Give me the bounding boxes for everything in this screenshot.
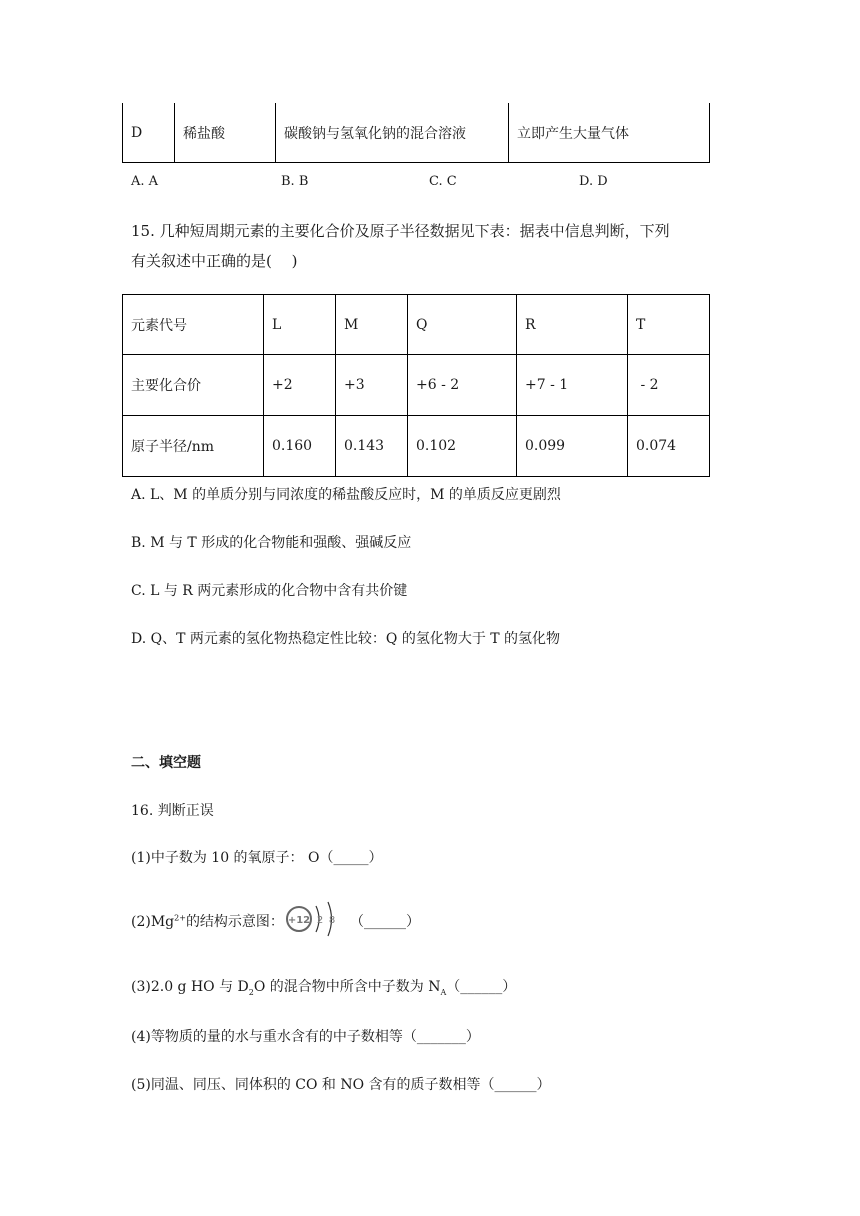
table-cell: 0.160: [264, 416, 336, 477]
table-cell: L: [264, 295, 336, 355]
option-b: B. M 与 T 形成的化合物能和强酸、强碱反应: [131, 535, 412, 551]
mg-ion-structure-diagram: [284, 898, 344, 940]
choice-c: C. C: [429, 174, 457, 189]
shell-electron-count: 2: [316, 915, 324, 926]
table-cell: R: [517, 295, 628, 355]
table-cell: +3: [336, 355, 408, 416]
question-16-title: 16. 判断正误: [131, 803, 214, 819]
subscript: 2: [248, 987, 254, 997]
table-row: [123, 355, 710, 416]
stem-line: 有关叙述中正确的是( ): [131, 252, 298, 270]
table-cell: +6 - 2: [408, 355, 517, 416]
q16-item-3: [131, 976, 516, 997]
row-header: 原子半径/nm: [123, 416, 264, 477]
option-c: C. L 与 R 两元素形成的化合物中含有共价键: [131, 583, 408, 599]
row-header: 元素代号: [123, 295, 264, 355]
table-cell: +2: [264, 355, 336, 416]
shell-electron-count: 8: [328, 915, 336, 926]
q16-item-4: (4)等物质的量的水与重水含有的中子数相等（_______）: [131, 1029, 480, 1045]
table-row: [123, 295, 710, 355]
choice-a: A. A: [131, 174, 159, 189]
table-cell: Q: [408, 295, 517, 355]
table-cell: T: [628, 295, 710, 355]
q16-item-1: (1)中子数为 10 的氧原子： O（_____）: [131, 850, 383, 866]
item-text: 的结构示意图：: [185, 914, 284, 930]
table-cell: D: [123, 103, 175, 163]
table-cell: 0.102: [408, 416, 517, 477]
table-row: [123, 416, 710, 477]
table-cell: +7 - 1: [517, 355, 628, 416]
table-cell: 碳酸钠与氢氧化钠的混合溶液: [276, 103, 509, 163]
question-15-stem: [131, 216, 731, 276]
row-header: 主要化合价: [123, 355, 264, 416]
table-cell: - 2: [628, 355, 710, 416]
option-a: A. L、M 的单质分别与同浓度的稀盐酸反应时，M 的单质反应更剧烈: [131, 487, 561, 503]
table-row: [123, 103, 710, 163]
table-cell: 0.143: [336, 416, 408, 477]
item-blank: （______）: [446, 979, 517, 995]
section-title: 二、填空题: [131, 755, 201, 771]
item-text: (3)2.0 g HO 与 D: [131, 979, 249, 995]
table-cell: 稀盐酸: [175, 103, 276, 163]
nucleus-label: +12: [287, 915, 311, 926]
table-cell: 0.074: [628, 416, 710, 477]
q16-item-2: [131, 911, 284, 931]
q16-item-2-blank: （______）: [350, 914, 420, 930]
item-text: O 的混合物中所含中子数为 N: [253, 979, 441, 995]
table-cell: 0.099: [517, 416, 628, 477]
choice-b: B. B: [281, 174, 309, 189]
subscript: A: [440, 987, 447, 997]
stem-line: 15. 几种短周期元素的主要化合价及原子半径数据见下表：据表中信息判断，下列: [131, 222, 670, 240]
prev-question-table: [122, 103, 710, 163]
q16-item-5: (5)同温、同压、同体积的 CO 和 NO 含有的质子数相等（______）: [131, 1077, 551, 1093]
table-cell: M: [336, 295, 408, 355]
option-d: D. Q、T 两元素的氢化物热稳定性比较：Q 的氢化物大于 T 的氢化物: [131, 631, 561, 647]
table-cell: 立即产生大量气体: [509, 103, 710, 163]
item-text: (2)Mg: [131, 914, 175, 930]
element-data-table: [122, 294, 710, 477]
charge-superscript: 2+: [174, 913, 186, 923]
choice-d: D. D: [579, 174, 608, 189]
